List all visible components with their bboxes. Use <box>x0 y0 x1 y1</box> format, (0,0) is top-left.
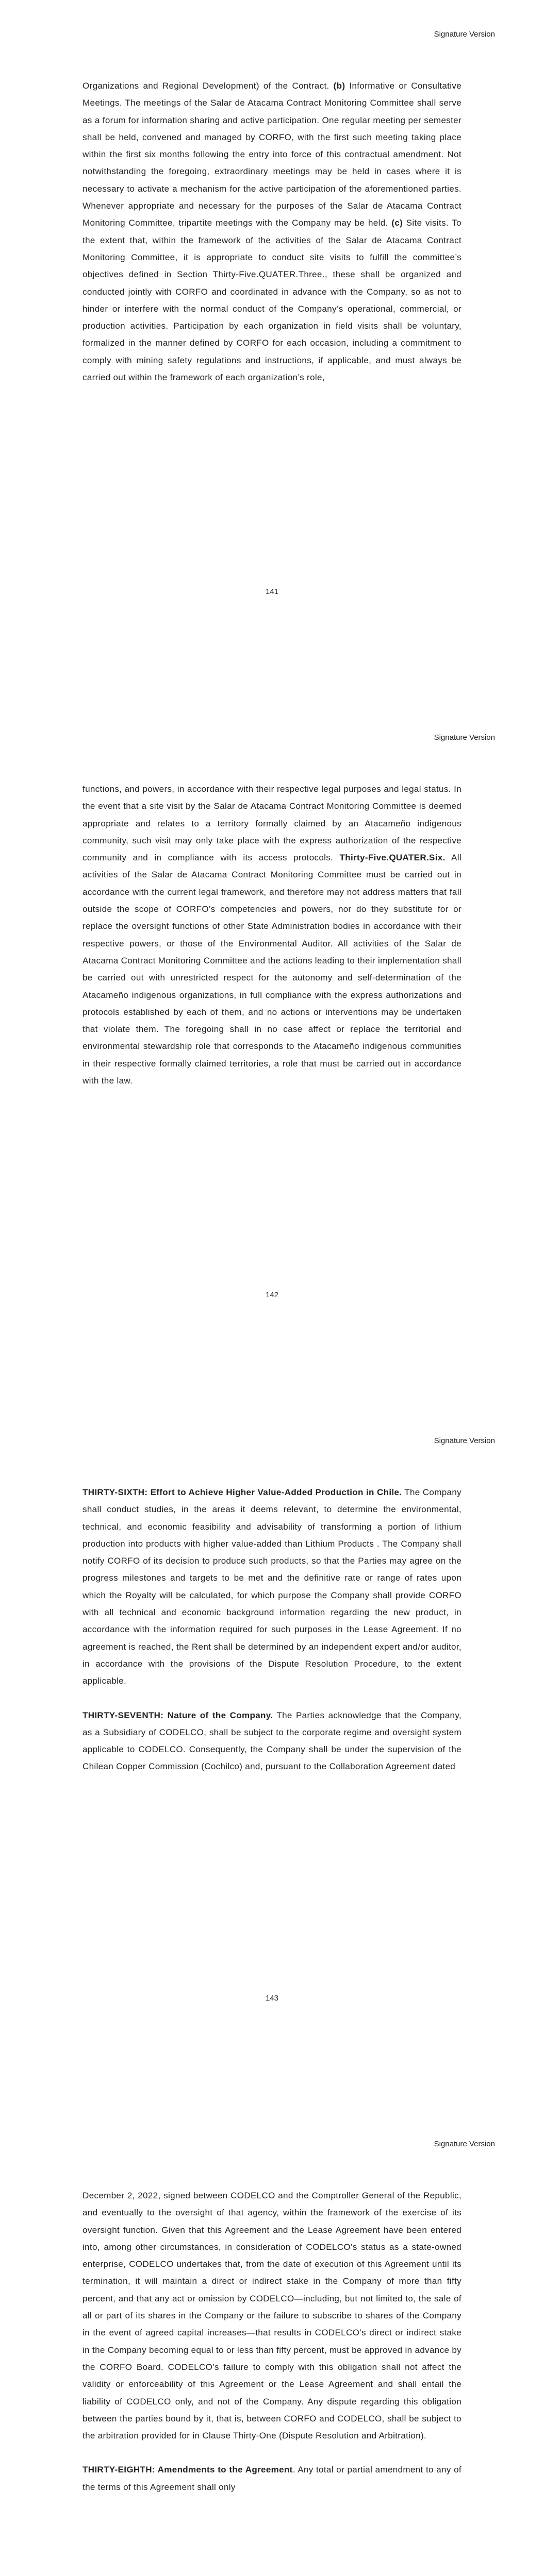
page-body <box>83 1484 461 1775</box>
paragraph <box>83 1707 461 1775</box>
page-142 <box>0 703 544 1406</box>
signature-version-label: Signature Version <box>434 733 495 742</box>
page-body <box>83 77 461 386</box>
text-run: The Parties acknowledge that the Company, as a Subsidiary of CODELCO, shall be subject to the corporate regime and oversight system applicable to CODELCO. Consequently, the Company shall be under the supervision of the Chilean Copper Commission (Cochilco) and, pursuant to the Collaboration Agreement dated <box>83 1710 461 1772</box>
paragraph <box>83 2187 461 2444</box>
page-body <box>83 2187 461 2496</box>
signature-version-label: Signature Version <box>434 30 495 39</box>
signature-version-label: Signature Version <box>434 1436 495 1445</box>
bold-text-run: (c) <box>391 218 403 228</box>
page-number: 143 <box>265 1994 279 2003</box>
signature-version-label: Signature Version <box>434 2140 495 2148</box>
text-run: Informative or Consultative Meetings. The meetings of the Salar de Atacama Contract Monitoring Committee shall serve as a forum for information sharing and active participation. One regular meeting per semester shall be held, convened and managed by CORFO, with the first such meeting taking place within the first six months following the entry into force of this contractual amendment. Not notwithstanding the foregoing, extraordinary meetings may be held in cases where it is necessary to activate a mechanism for the active participation of the aforementioned parties. Whenever appropriate and necessary for the purposes of the Salar de Atacama Contract Monitoring Committee, tripartite meetings with the Company may be held. <box>83 81 461 228</box>
page-143 <box>0 1406 544 2110</box>
bold-text-run: THIRTY-SIXTH: Effort to Achieve Higher Value-Added Production in Chile. <box>83 1487 402 1497</box>
page-144 <box>0 2110 544 2576</box>
text-run: The Company shall conduct studies, in the areas it deems relevant, to determine the environmental, technical, and economic feasibility and advisability of transforming a portion of lithium production into products with higher value-added than Lithium Products . The Company shall notify CORFO of its decision to produce such products, so that the Parties may agree on the progress milestones and targets to be met and the definitive rate or range of rates upon which the Royalty will be calculated, for which purpose the Company shall provide CORFO with all technical and economic background information regarding the new product, in accordance with the information required for such purposes in the Lease Agreement. If no agreement is reached, the Rent shall be determined by an independent expert and/or auditor, in accordance with the provisions of the Dispute Resolution Procedure, to the extent applicable. <box>83 1487 461 1686</box>
page-number: 141 <box>265 587 279 596</box>
page-number: 142 <box>265 1291 279 1299</box>
bold-text-run: THIRTY-EIGHTH: Amendments to the Agreement <box>83 2465 293 2475</box>
page-body <box>83 781 461 1089</box>
text-run: Organizations and Regional Development) of the Contract. <box>83 81 334 91</box>
text-run: Site visits. To the extent that, within the framework of the activities of the Salar de Atacama Contract Monitoring Committee, it is appropriate to conduct site visits to fulfill the committee’s objectives defined in Section Thirty-Five.QUATER.Three., these shall be organized and conducted jointly with CORFO and coordinated in advance with the Company, so as not to hinder or interfere with the normal conduct of the Company’s operational, commercial, or production activities. Participation by each organization in field visits shall be voluntary, formalized in the manner defined by CORFO for each occasion, including a commitment to comply with mining safety regulations and instructions, if applicable, and must always be carried out within the framework of each organization’s role, <box>83 218 461 383</box>
text-run: All activities of the Salar de Atacama Contract Monitoring Committee must be carried out in accordance with the current legal framework, and therefore may not address matters that fall outside the scope of CORFO’s competencies and powers, nor do they substitute for or replace the oversight functions of other State Administration bodies in accordance with their respective powers, or those of the Environmental Auditor. All activities of the Salar de Atacama Contract Monitoring Committee and the actions leading to their implementation shall be carried out with unrestricted respect for the autonomy and self-determination of the Atacameño indigenous organizations, in full compliance with the express authorizations and protocols established by each of them, and no actions or interventions may be undertaken that violate them. The foregoing shall in no case affect or replace the territorial and environmental stewardship role that corresponds to the Atacameño indigenous communities in their respective formally claimed territories, a role that must be carried out in accordance with the law. <box>83 853 461 1086</box>
paragraph <box>83 2461 461 2496</box>
bold-text-run: THIRTY-SEVENTH: Nature of the Company. <box>83 1710 273 1720</box>
bold-text-run: (b) <box>333 81 345 91</box>
bold-text-run: Thirty-Five.QUATER.Six. <box>339 853 446 863</box>
text-run: functions, and powers, in accordance with their respective legal purposes and legal status. In the event that a site visit by the Salar de Atacama Contract Monitoring Committee is deemed appropriate and relates to a territory formally claimed by an Atacameño indigenous community, such visit may only take place with the express authorization of the respective community and in compliance with its access protocols. <box>83 784 461 863</box>
paragraph <box>83 781 461 1089</box>
paragraph <box>83 1484 461 1690</box>
page-141 <box>0 0 544 703</box>
paragraph <box>83 77 461 386</box>
text-run: December 2, 2022, signed between CODELCO and the Comptroller General of the Republic, and eventually to the oversight of that agency, within the framework of the exercise of its oversight function. Given that this Agreement and the Lease Agreement have been entered into, among other circumstances, in consideration of CODELCO’s status as a state-owned enterprise, CODELCO undertakes that, from the date of execution of this Agreement until its termination, it will maintain a direct or indirect stake in the Company of more than fifty percent, and that any act or omission by CODELCO—including, but not limited to, the sale of all or part of its shares in the Company or the failure to subscribe to shares of the Company in the event of agreed capital increases—that results in CODELCO’s direct or indirect stake in the Company becoming equal to or less than fifty percent, must be approved in advance by the CORFO Board. CODELCO’s failure to comply with this obligation shall not affect the validity or enforceability of this Agreement or the Lease Agreement and shall entail the liability of CODELCO only, and not of the Company. Any dispute regarding this obligation between the parties bound by it, that is, between CORFO and CODELCO, shall be subject to the arbitration provided for in Clause Thirty-One (Dispute Resolution and Arbitration). <box>83 2191 461 2441</box>
text-run: . Any total or partial amendment to any of the terms of this Agreement shall only <box>83 2465 461 2492</box>
